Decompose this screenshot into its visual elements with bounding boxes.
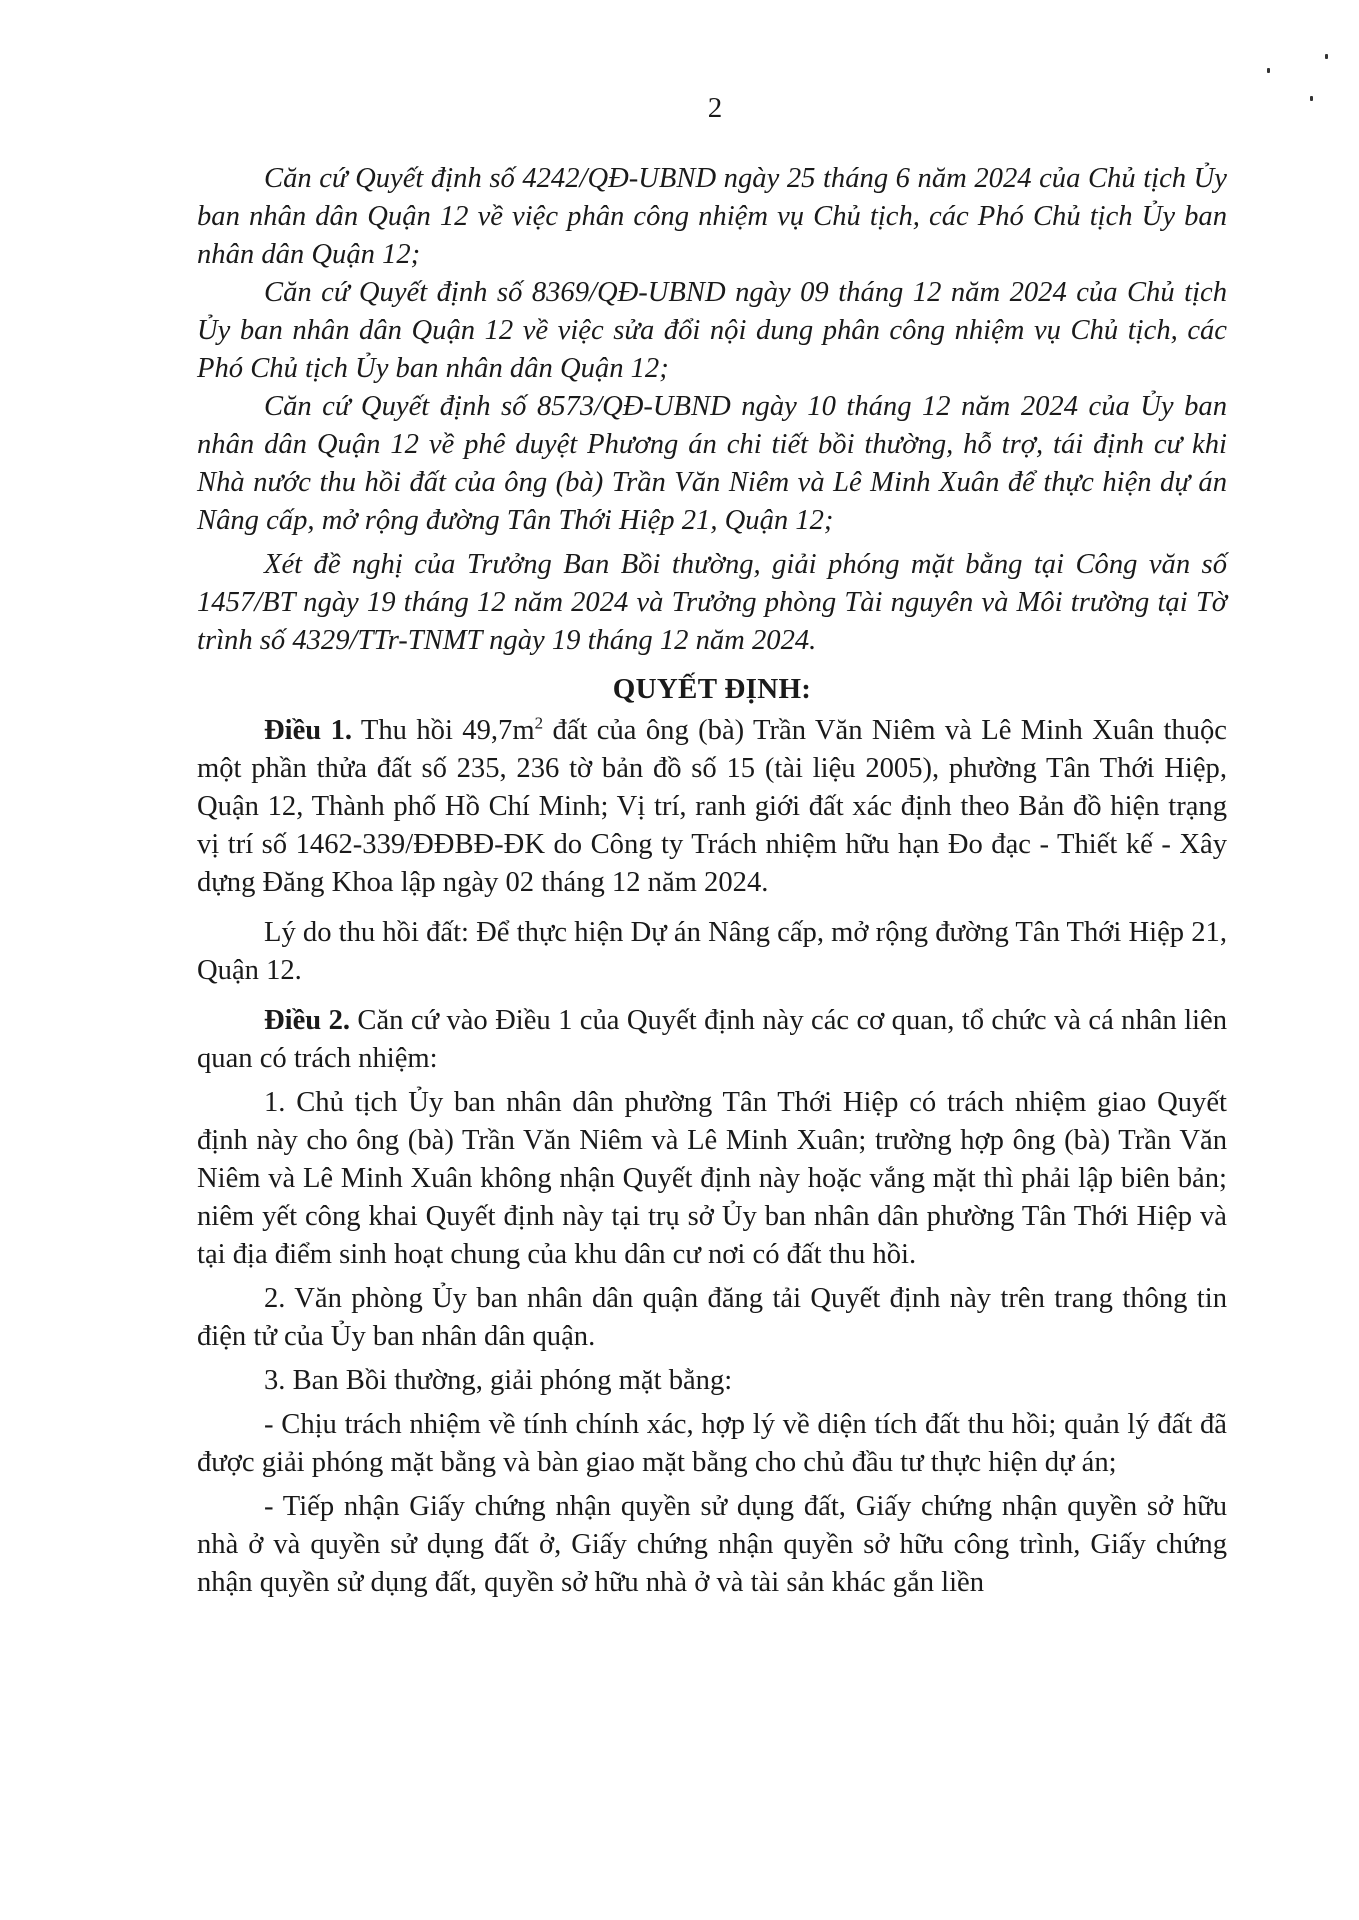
article-2-item-3-a: - Chịu trách nhiệm về tính chính xác, hợp lý về diện tích đất thu hồi; quản lý đất đã được giải phóng mặt bằng và bàn giao mặt bằng cho chủ đầu tư thực hiện dự án; <box>197 1409 1227 1478</box>
article-1 <box>197 712 1227 902</box>
article-1-text: Thu hồi 49,7m <box>352 715 535 746</box>
preamble-clause: Căn cứ Quyết định số 4242/QĐ-UBND ngày 25 tháng 6 năm 2024 của Chủ tịch Ủy ban nhân dân Quận 12 về việc phân công nhiệm vụ Chủ tịch, các Phó Chủ tịch Ủy ban nhân dân Quận 12; <box>197 163 1227 270</box>
article-2 <box>197 1002 1227 1078</box>
scan-speck <box>1325 54 1328 59</box>
article-2-item-2: 2. Văn phòng Ủy ban nhân dân quận đăng tải Quyết định này trên trang thông tin điện tử của Ủy ban nhân dân quận. <box>197 1283 1227 1352</box>
decision-heading: QUYẾT ĐỊNH: <box>612 673 812 705</box>
page-number: 2 <box>707 92 723 124</box>
article-2-text: Căn cứ vào Điều 1 của Quyết định này các cơ quan, tổ chức và cá nhân liên quan có trách nhiệm: <box>197 1005 1227 1074</box>
preamble-clause: Căn cứ Quyết định số 8369/QĐ-UBND ngày 09 tháng 12 năm 2024 của Chủ tịch Ủy ban nhân dân Quận 12 về việc sửa đổi nội dung phân công nhiệm vụ Chủ tịch, các Phó Chủ tịch Ủy ban nhân dân Quận 12; <box>197 277 1227 384</box>
scan-speck <box>1267 68 1270 73</box>
preamble-clause: Xét đề nghị của Trưởng Ban Bồi thường, giải phóng mặt bằng tại Công văn số 1457/BT ngày 19 tháng 12 năm 2024 và Trưởng phòng Tài nguyên và Môi trường tại Tờ trình số 4329/TTr-TNMT ngày 19 tháng 12 năm 2024. <box>197 549 1227 656</box>
area-unit-superscript: 2 <box>534 713 544 733</box>
preamble-clause: Căn cứ Quyết định số 8573/QĐ-UBND ngày 10 tháng 12 năm 2024 của Ủy ban nhân dân Quận 12 về phê duyệt Phương án chi tiết bồi thường, hỗ trợ, tái định cư khi Nhà nước thu hồi đất của ông (bà) Trần Văn Niêm và Lê Minh Xuân để thực hiện dự án Nâng cấp, mở rộng đường Tân Thới Hiệp 21, Quận 12; <box>197 391 1227 536</box>
article-2-label: Điều 2. <box>264 1005 351 1036</box>
article-2-item-3-b: - Tiếp nhận Giấy chứng nhận quyền sử dụng đất, Giấy chứng nhận quyền sở hữu nhà ở và quyền sử dụng đất ở, Giấy chứng nhận quyền sở hữu công trình, Giấy chứng nhận quyền sử dụng đất, quyền sở hữu nhà ở và tài sản khác gắn liền <box>197 1491 1227 1598</box>
article-1-label: Điều 1. <box>264 715 353 746</box>
article-1-text-cont: đất của ông (bà) Trần Văn Niêm và Lê Minh Xuân thuộc một phần thửa đất số 235, 236 tờ bản đồ số 15 (tài liệu 2005), phường Tân Thới Hiệp, Quận 12, Thành phố Hồ Chí Minh; Vị trí, ranh giới đất xác định theo Bản đồ hiện trạng vị trí số 1462-339/ĐĐBĐ-ĐK do Công ty Trách nhiệm hữu hạn Đo đạc - Thiết kế - Xây dựng Đăng Khoa lập ngày 02 tháng 12 năm 2024. <box>197 715 1227 898</box>
article-2-item-1: 1. Chủ tịch Ủy ban nhân dân phường Tân Thới Hiệp có trách nhiệm giao Quyết định này cho ông (bà) Trần Văn Niêm và Lê Minh Xuân; trường hợp ông (bà) Trần Văn Niêm và Lê Minh Xuân không nhận Quyết định này hoặc vắng mặt thì phải lập biên bản; niêm yết công khai Quyết định này tại trụ sở Ủy ban nhân dân phường Tân Thới Hiệp và tại địa điểm sinh hoạt chung của khu dân cư nơi có đất thu hồi. <box>197 1087 1227 1270</box>
article-2-item-3: 3. Ban Bồi thường, giải phóng mặt bằng: <box>264 1365 733 1396</box>
article-1-reason: Lý do thu hồi đất: Để thực hiện Dự án Nâng cấp, mở rộng đường Tân Thới Hiệp 21, Quận 12. <box>197 917 1227 986</box>
document-body <box>197 160 1227 1602</box>
